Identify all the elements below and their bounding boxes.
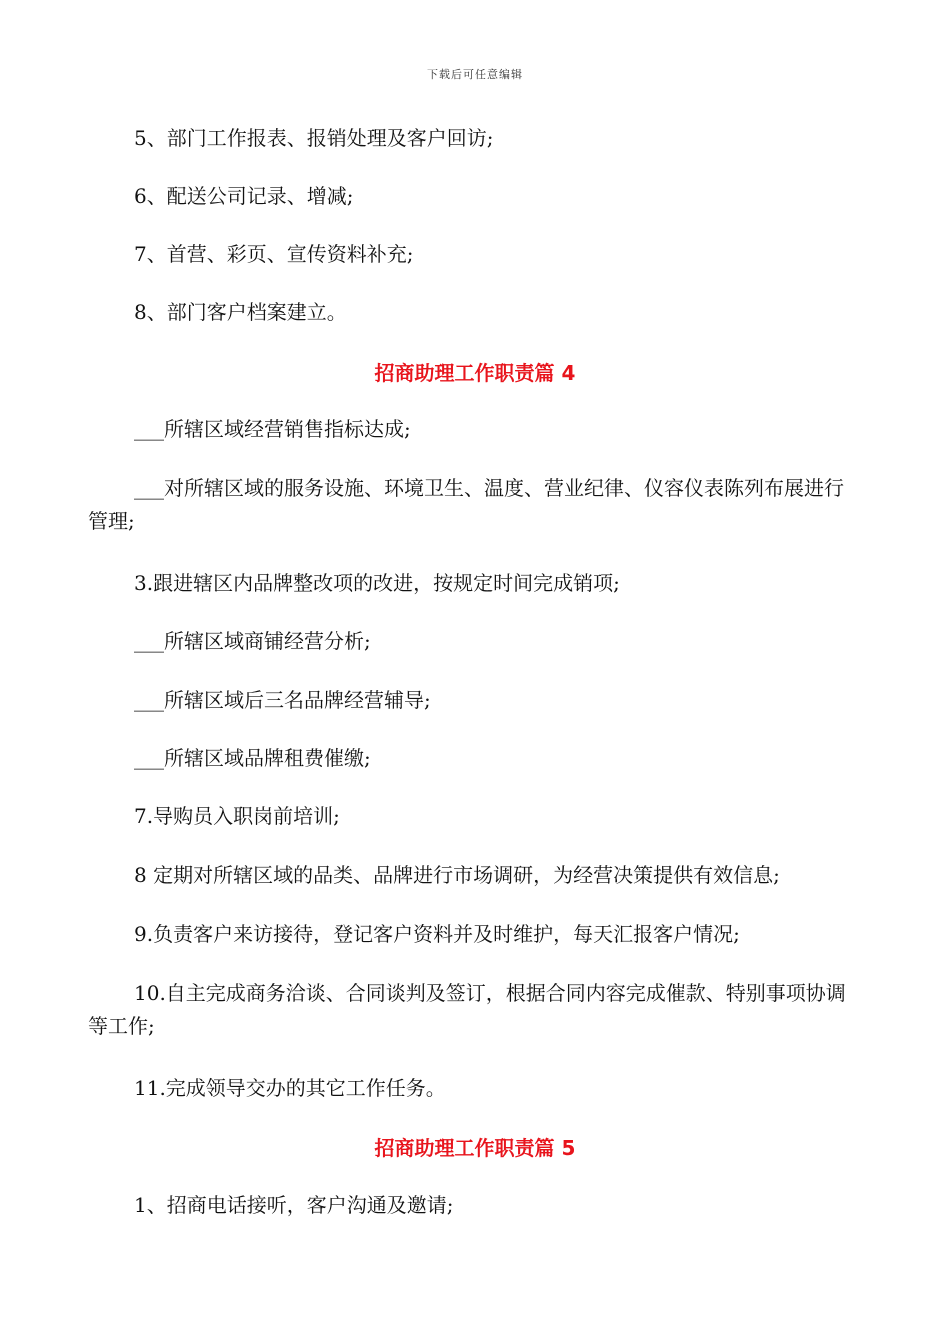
- list-item: 7.导购员入职岗前培训;: [134, 804, 340, 828]
- page-header: 下载后可任意编辑: [427, 68, 523, 81]
- list-item: ___所辖区域后三名品牌经营辅导;: [134, 688, 431, 712]
- section-heading-5: 招商助理工作职责篇 5: [374, 1136, 576, 1160]
- list-item: 9.负责客户来访接待，登记客户资料并及时维护，每天汇报客户情况;: [134, 922, 740, 946]
- section-heading-4: 招商助理工作职责篇 4: [374, 361, 576, 385]
- list-item: 7、首营、彩页、宣传资料补充;: [134, 242, 414, 266]
- list-item: ___所辖区域品牌租费催缴;: [134, 746, 371, 770]
- list-item: ___所辖区域商铺经营分析;: [134, 629, 371, 653]
- list-item: 11.完成领导交办的其它工作任务。: [134, 1076, 446, 1100]
- list-item: 3.跟进辖区内品牌整改项的改进，按规定时间完成销项;: [134, 571, 620, 595]
- list-item: 8 定期对所辖区域的品类、品牌进行市场调研，为经营决策提供有效信息;: [134, 863, 780, 887]
- list-item: 1、招商电话接听，客户沟通及邀请;: [134, 1193, 454, 1217]
- list-item: 5、部门工作报表、报销处理及客户回访;: [134, 126, 494, 150]
- list-item: 8、部门客户档案建立。: [134, 300, 347, 324]
- list-item: 10.自主完成商务洽谈、合同谈判及签订，根据合同内容完成催款、特别事项协调等工作;: [88, 981, 846, 1038]
- list-item: ___所辖区域经营销售指标达成;: [134, 417, 411, 441]
- list-item: 6、配送公司记录、增减;: [134, 184, 354, 208]
- list-item: ___对所辖区域的服务设施、环境卫生、温度、营业纪律、仪容仪表陈列布展进行管理;: [88, 476, 844, 533]
